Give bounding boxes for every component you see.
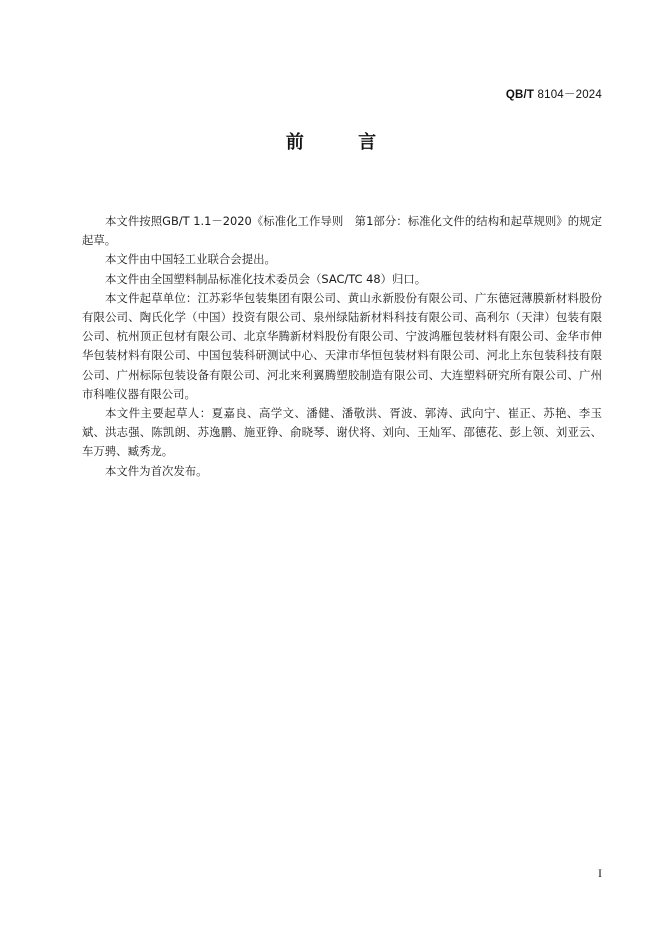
page-number: I [598, 866, 602, 880]
paragraph-first-release: 本文件为首次发布。 [105, 463, 208, 478]
foreword-body [82, 212, 602, 481]
paragraph-drafting-units: 本文件起草单位：江苏彩华包装集团有限公司、黄山永新股份有限公司、广东德冠薄膜新材料股份有限公司、陶氏化学（中国）投资有限公司、泉州绿陆新材料科技有限公司、高利尔（天津）包装有限公司、杭州顶正包材有限公司、北京华腾新材料股份有限公司、宁波鸿雁包装材料有限公司、金华市伸华包装材料有限公司、中国包装科研测试中心、天津市华恒包装材料有限公司、河北上东包装科技有限公司、广州标际包装设备有限公司、河北来利翼腾塑胶制造有限公司、大连塑料研究所有限公司、广州市科唯仪器有限公司。 [82, 290, 602, 401]
paragraph-drafters: 本文件主要起草人：夏嘉良、高学文、潘健、潘敬洪、胥波、郭涛、武向宁、崔正、苏艳、李玉斌、洪志强、陈凯朗、苏逸鹏、施亚铮、俞晓琴、谢伏将、刘向、王灿军、邵德花、彭上领、刘亚云、车万骋、臧秀龙。 [82, 406, 602, 459]
paragraph-committee: 本文件由全国塑料制品标准化技术委员会（SAC/TC 48）归口。 [105, 271, 427, 286]
standard-code: 8104－2024 [534, 89, 602, 101]
standard-number [506, 86, 602, 102]
page-title: 前 言 [285, 132, 401, 153]
paragraph-proposer: 本文件由中国轻工业联合会提出。 [105, 252, 276, 267]
paragraph-drafting-rules: 本文件按照GB/T 1.1－2020《标准化工作导则 第1部分：标准化文件的结构和起草规则》的规定起草。 [82, 214, 602, 248]
standard-prefix: QB/T [505, 89, 535, 101]
